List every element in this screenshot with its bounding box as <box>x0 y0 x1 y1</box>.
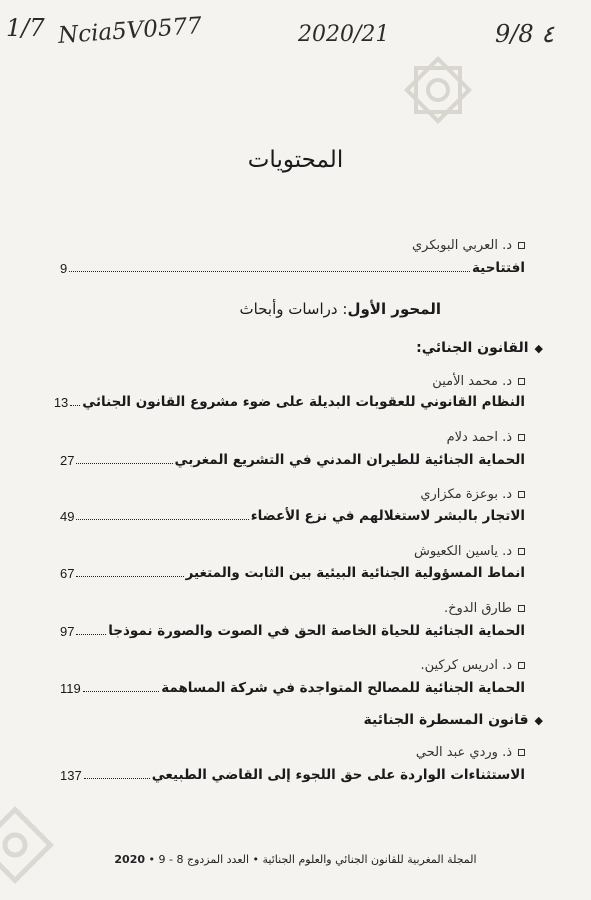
entry-page: 9 <box>60 261 68 276</box>
toc-entry[interactable] <box>60 763 525 783</box>
toc-entry[interactable] <box>60 676 525 696</box>
toc-entry[interactable] <box>60 561 525 581</box>
entry-title: افتتاحية <box>472 260 525 276</box>
square-bullet-icon <box>518 749 525 756</box>
entry-page: 49 <box>60 509 75 524</box>
axis-heading: المحور الأول: دراسات وأبحاث <box>239 300 441 318</box>
entry-author: د. بوعزة مكزاري <box>420 487 525 502</box>
dot-leader <box>69 271 470 272</box>
corner-ornament-icon <box>0 800 70 900</box>
dot-leader <box>76 576 183 577</box>
entry-title: الاتجار بالبشر لاستغلالهم في نزع الأعضاء <box>250 508 525 524</box>
dot-leader <box>76 634 106 635</box>
entry-author: د. محمد الأمين <box>432 374 525 389</box>
entry-title: انماط المسؤولية الجنائية البيئية بين الثابت والمتغير <box>185 565 525 581</box>
handwritten-date: 2020/21 <box>298 22 390 47</box>
dot-leader <box>84 778 150 779</box>
handwritten-code: 9/8 ٤ <box>495 20 555 48</box>
entry-page: 119 <box>60 681 81 696</box>
square-bullet-icon <box>518 662 525 669</box>
diamond-bullet-icon: ◆ <box>534 342 543 355</box>
handwritten-reference: Ncia5V0577 <box>57 13 203 49</box>
entry-page: 67 <box>60 566 75 581</box>
star-ornament-icon <box>398 50 478 130</box>
square-bullet-icon <box>518 548 525 555</box>
toc-entry[interactable] <box>60 504 525 524</box>
toc-entry[interactable] <box>60 448 525 468</box>
dot-leader <box>76 463 172 464</box>
square-bullet-icon <box>518 491 525 498</box>
square-bullet-icon <box>518 605 525 612</box>
dot-leader <box>70 405 80 406</box>
toc-entry[interactable] <box>53 390 525 410</box>
toc-entry[interactable] <box>60 619 525 639</box>
square-bullet-icon <box>518 242 525 249</box>
entry-title: الاستثناءات الواردة على حق اللجوء إلى القاضي الطبيعي <box>151 767 525 783</box>
page-footer: المجلة المغربية للقانون الجنائي والعلوم الجنائية • العدد المزدوج 8 - 9 • 2020 <box>114 853 477 866</box>
square-bullet-icon <box>518 378 525 385</box>
section-heading: ◆قانون المسطرة الجنائية <box>363 712 543 728</box>
dot-leader <box>83 691 159 692</box>
entry-page: 27 <box>60 453 75 468</box>
entry-page: 137 <box>60 768 82 783</box>
entry-author: طارق الدوخ. <box>444 601 525 616</box>
entry-title: الحماية الجنائية للحياة الخاصة الحق في الصوت والصورة نموذجا <box>108 623 525 639</box>
entry-title: النظام القانوني للعقوبات البديلة على ضوء مشروع القانون الجنائي <box>82 394 525 410</box>
dot-leader <box>76 519 248 520</box>
entry-author: ذ. احمد دلام <box>447 430 525 445</box>
entry-title: الحماية الجنائية للمصالح المتواجدة في شركة المساهمة <box>161 680 525 696</box>
opening-entry[interactable] <box>60 256 525 276</box>
entry-author: ذ. وردي عبد الحي <box>416 745 525 760</box>
handwritten-page-count: 1/7 <box>6 14 45 42</box>
entry-title: الحماية الجنائية للطيران المدني في التشريع المغربي <box>174 452 525 468</box>
entry-author: د. ياسين الكعيوش <box>414 544 525 559</box>
entry-author: د. ادريس كركين. <box>420 658 525 673</box>
page-title: المحتويات <box>247 147 344 173</box>
entry-page: 13 <box>53 395 69 410</box>
square-bullet-icon <box>518 434 525 441</box>
section-heading: ◆القانون الجنائي: <box>416 340 543 356</box>
entry-page: 97 <box>60 624 75 639</box>
opening-author: د. العربي البوبكري <box>412 238 525 253</box>
diamond-bullet-icon: ◆ <box>534 714 543 727</box>
